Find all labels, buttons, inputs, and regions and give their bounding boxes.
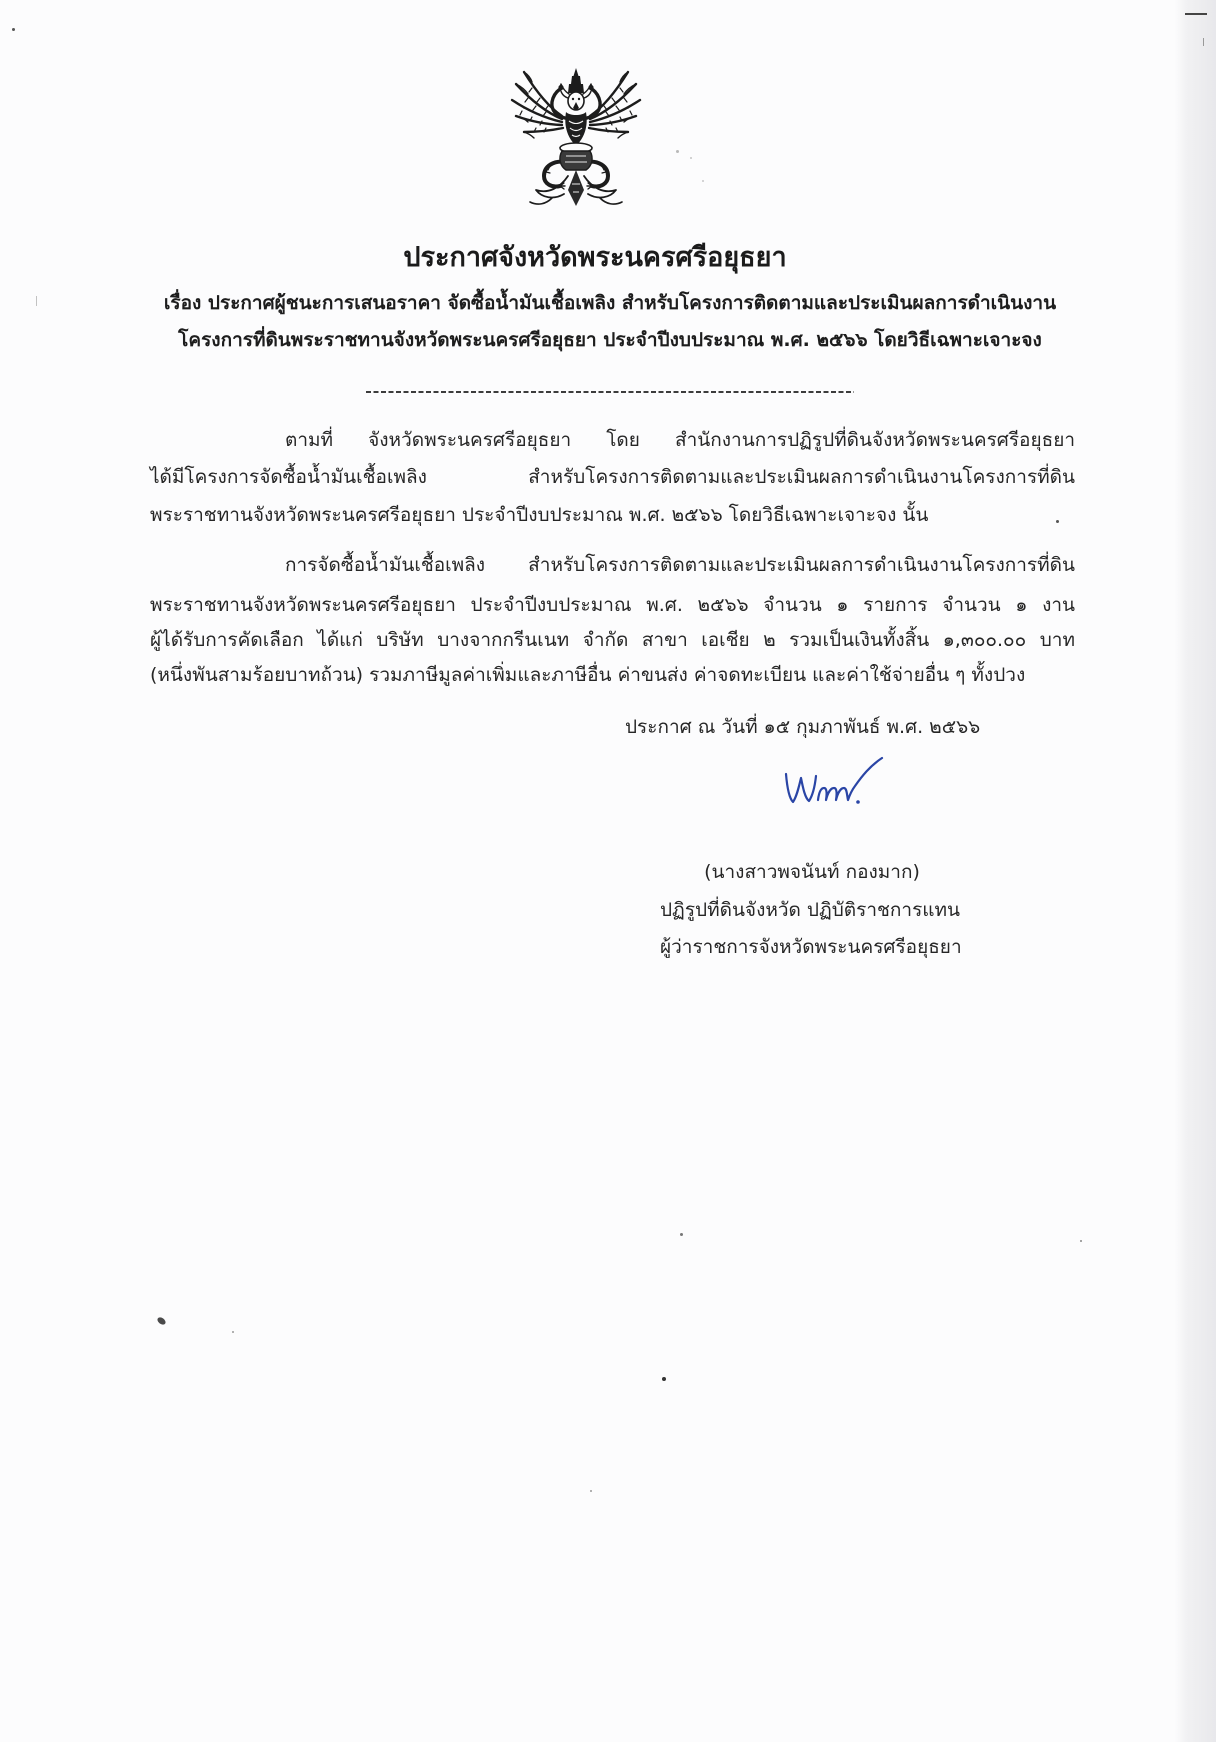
scan-speck (680, 1233, 683, 1236)
scan-mark (1185, 13, 1207, 15)
scan-speck (1080, 1240, 1082, 1242)
scan-speck (232, 1331, 234, 1333)
signatory-name: (นางสาวพจนันท์ กองมาก) (704, 861, 920, 883)
scan-mark (36, 296, 37, 306)
scan-speck (1056, 520, 1059, 523)
garuda-emblem-icon (506, 66, 646, 210)
signatory-position: ผู้ว่าราชการจังหวัดพระนครศรีอยุธยา (660, 936, 962, 958)
scan-speck (590, 1490, 592, 1492)
scan-speck (156, 1316, 167, 1326)
body-line: ผู้ได้รับการคัดเลือก ได้แก่ บริษัท บางจากกรีนเนท จำกัด สาขา เอเชีย ๒ รวมเป็นเงินทั้งสิ้น ๑,๓๐๐.๐๐ บาท (150, 629, 1075, 651)
body-line: ได้มีโครงการจัดซื้อน้ำมันเชื้อเพลิง สำหรับโครงการติดตามและประเมินผลการดำเนินงานโครงการที่ดิน (150, 466, 1075, 488)
garuda-emblem (506, 66, 646, 210)
body-line: (หนึ่งพันสามร้อยบาทถ้วน) รวมภาษีมูลค่าเพิ่มและภาษีอื่น ค่าขนส่ง ค่าจดทะเบียน และค่าใช้จ่ายอื่น ๆ ทั้งปวง (150, 664, 1026, 686)
scan-speck (690, 157, 692, 159)
announcement-date: ประกาศ ณ วันที่ ๑๕ กุมภาพันธ์ พ.ศ. ๒๕๖๖ (625, 716, 981, 738)
subject-line: โครงการที่ดินพระราชทานจังหวัดพระนครศรีอยุธยา ประจำปีงบประมาณ พ.ศ. ๒๕๖๖ โดยวิธีเฉพาะเจาะจง (178, 329, 1042, 351)
handwritten-signature-icon (778, 756, 888, 818)
scan-speck (662, 1377, 666, 1381)
body-line: ตามที่ จังหวัดพระนครศรีอยุธยา โดย สำนักงานการปฏิรูปที่ดินจังหวัดพระนครศรีอยุธยา (285, 429, 1075, 451)
body-line: พระราชทานจังหวัดพระนครศรีอยุธยา ประจำปีงบประมาณ พ.ศ. ๒๕๖๖ โดยวิธีเฉพาะเจาะจง นั้น (150, 504, 929, 526)
divider-line (366, 391, 854, 393)
scan-speck (676, 150, 679, 153)
scan-mark (1203, 38, 1204, 46)
scan-speck (702, 180, 704, 182)
body-line: การจัดซื้อน้ำมันเชื้อเพลิง สำหรับโครงการติดตามและประเมินผลการดำเนินงานโครงการที่ดิน (285, 554, 1075, 576)
subject-line: เรื่อง ประกาศผู้ชนะการเสนอราคา จัดซื้อน้ำมันเชื้อเพลิง สำหรับโครงการติดตามและประเมินผลการดำเนินงาน (163, 292, 1057, 314)
scan-speck (12, 28, 15, 31)
body-line: พระราชทานจังหวัดพระนครศรีอยุธยา ประจำปีงบประมาณ พ.ศ. ๒๕๖๖ จำนวน ๑ รายการ จำนวน ๑ งาน (150, 594, 1075, 616)
signatory-position: ปฏิรูปที่ดินจังหวัด ปฏิบัติราชการแทน (660, 899, 961, 921)
announcement-title: ประกาศจังหวัดพระนครศรีอยุธยา (403, 242, 787, 273)
